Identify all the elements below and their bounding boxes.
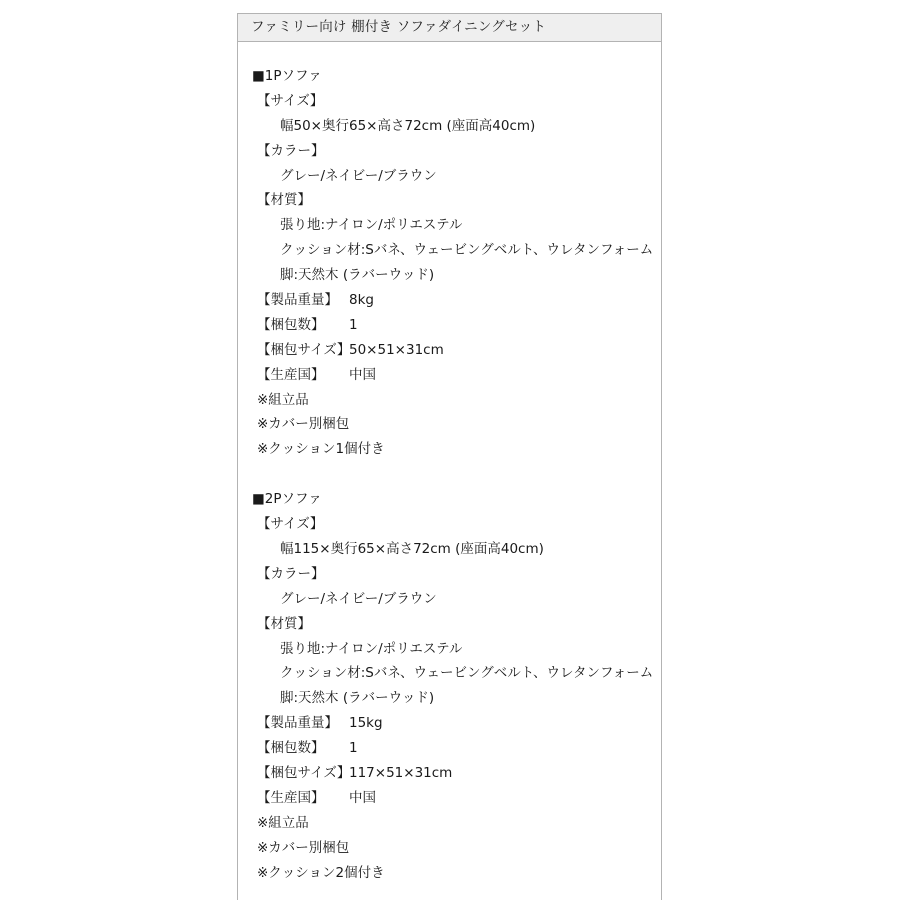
- packages-value: 1: [349, 316, 358, 333]
- weight-label: 【製品重量】: [257, 715, 338, 732]
- weight-value: 15kg: [349, 715, 383, 732]
- size-label: 【サイズ】: [257, 92, 324, 109]
- material-item: 脚:天然木 (ラバーウッド): [280, 690, 435, 707]
- note: ※組立品: [257, 391, 309, 408]
- color-value: グレー/ネイビー/ブラウン: [280, 590, 437, 607]
- package-size-row: [238, 338, 661, 363]
- note: ※クッション2個付き: [257, 864, 385, 881]
- color-label: 【カラー】: [257, 142, 325, 159]
- weight-label: 【製品重量】: [257, 292, 338, 309]
- origin-value: 中国: [349, 789, 376, 806]
- spec-panel: [237, 13, 662, 900]
- origin-row: [238, 786, 661, 811]
- spec-content: [238, 64, 661, 900]
- note: ※組立品: [257, 814, 309, 831]
- product-section-1p-sofa: [238, 64, 661, 462]
- section-title: ■1Pソファ: [252, 68, 322, 84]
- package-size-label: 【梱包サイズ】: [257, 341, 351, 358]
- weight-row: [238, 711, 661, 736]
- packages-label: 【梱包数】: [257, 740, 325, 757]
- package-size-value: 117×51×31cm: [349, 765, 453, 782]
- product-section-2p-sofa: [238, 487, 661, 885]
- package-size-value: 50×51×31cm: [349, 341, 444, 358]
- color-value: グレー/ネイビー/ブラウン: [280, 167, 437, 184]
- origin-label: 【生産国】: [257, 789, 325, 806]
- packages-value: 1: [349, 740, 358, 757]
- material-label: 【材質】: [257, 615, 311, 632]
- packages-row: [238, 313, 661, 338]
- material-item: 張り地:ナイロン/ポリエステル: [280, 217, 463, 234]
- weight-row: [238, 288, 661, 313]
- material-item: 脚:天然木 (ラバーウッド): [280, 267, 435, 284]
- size-value: 幅115×奥行65×高さ72cm (座面高40cm): [280, 541, 544, 558]
- packages-label: 【梱包数】: [257, 316, 325, 333]
- size-label: 【サイズ】: [257, 516, 324, 533]
- color-label: 【カラー】: [257, 565, 325, 582]
- note: ※クッション1個付き: [257, 441, 385, 458]
- section-title: ■2Pソファ: [252, 491, 322, 508]
- size-value: 幅50×奥行65×高さ72cm (座面高40cm): [280, 117, 536, 134]
- package-size-row: [238, 761, 661, 786]
- origin-row: [238, 363, 661, 388]
- origin-value: 中国: [349, 366, 376, 383]
- material-item: 張り地:ナイロン/ポリエステル: [280, 640, 463, 657]
- material-label: 【材質】: [257, 192, 311, 209]
- package-size-label: 【梱包サイズ】: [257, 765, 351, 782]
- note: ※カバー別梱包: [257, 839, 350, 856]
- panel-title: ファミリー向け 棚付き ソファダイニングセット: [238, 14, 661, 42]
- note: ※カバー別梱包: [257, 416, 350, 433]
- weight-value: 8kg: [349, 292, 374, 309]
- packages-row: [238, 736, 661, 761]
- material-item: クッション材:Sバネ、ウェービングベルト、ウレタンフォーム: [280, 242, 654, 259]
- origin-label: 【生産国】: [257, 366, 325, 383]
- material-item: クッション材:Sバネ、ウェービングベルト、ウレタンフォーム: [280, 665, 654, 682]
